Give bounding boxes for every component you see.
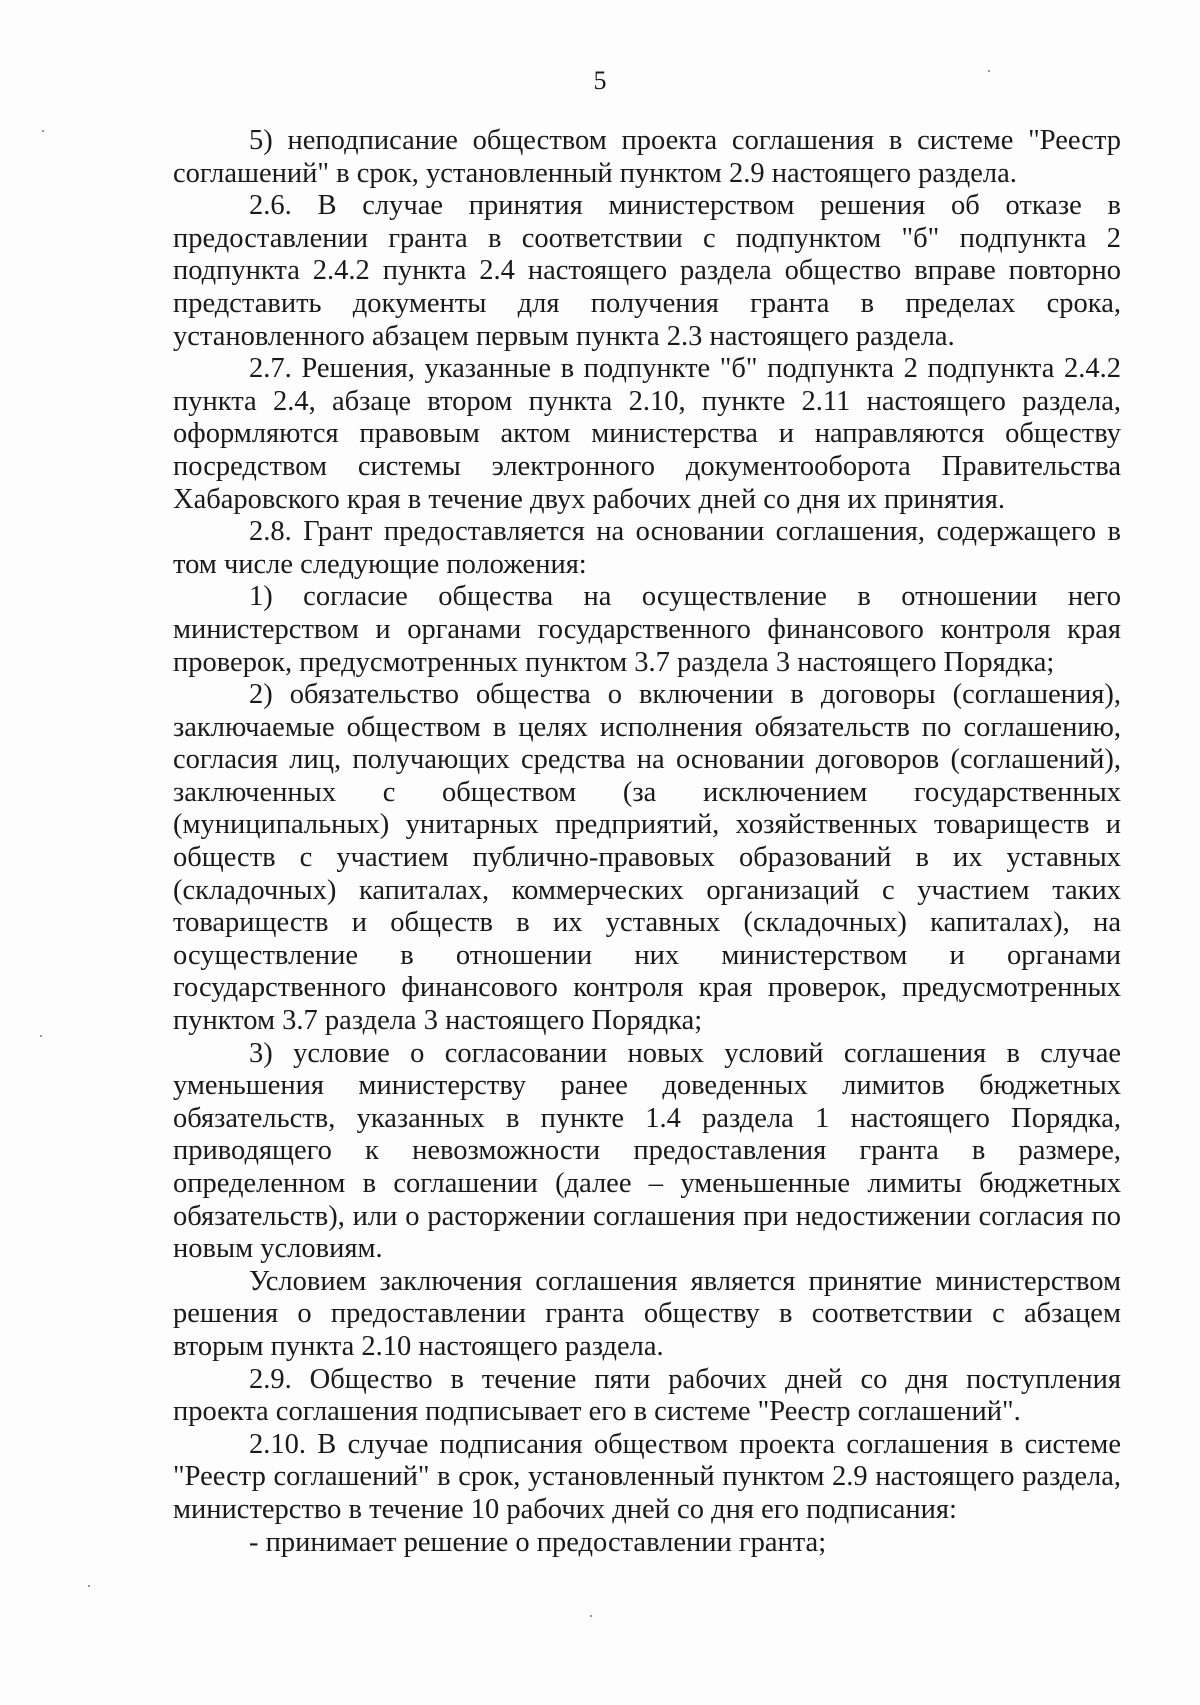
scan-speck (988, 70, 990, 72)
paragraph-2-7: 2.7. Решения, указанные в подпункте "б" подпункта 2 подпункта 2.4.2 пункта 2.4, абзаце втором пункта 2.10, пункте 2.11 настоящего раздела, оформляются правовым актом министерства и направляются обществу посредством системы электронного документооборота Правительства Хабаровского края в течение двух рабочих дней со дня их принятия. (173, 353, 1121, 515)
scan-speck (590, 1615, 592, 1617)
scan-speck (88, 1585, 90, 1587)
paragraph-2-6: 2.6. В случае принятия министерством решения об отказе в предоставлении гранта в соответствии с подпунктом "б" подпункта 2 подпункта 2.4.2 пункта 2.4 настоящего раздела общество вправе повторно представить документы для получения гранта в пределах срока, установленного абзацем первым пункта 2.3 настоящего раздела. (173, 190, 1121, 352)
paragraph-item-5-unsigned: 5) неподписание обществом проекта соглашения в системе "Реестр соглашений" в срок, установленный пунктом 2.9 настоящего раздела. (173, 125, 1121, 189)
paragraph-2-10: 2.10. В случае подписания обществом проекта соглашения в системе "Реестр соглашений" в срок, установленный пунктом 2.9 настоящего раздела, министерство в течение 10 рабочих дней со дня его подписания: (173, 1428, 1121, 1525)
paragraph-2-9: 2.9. Общество в течение пяти рабочих дней со дня поступления проекта соглашения подписывает его в системе "Реестр соглашений". (173, 1363, 1121, 1428)
paragraph-2-8-item-1: 1) согласие общества на осуществление в отношении него министерством и органами государственного финансового контроля края проверок, предусмотренных пунктом 3.7 раздела 3 настоящего Порядка; (173, 581, 1121, 678)
paragraph-2-8: 2.8. Грант предоставляется на основании соглашения, содержащего в том числе следующие положения: (173, 516, 1121, 580)
scan-speck (42, 130, 44, 132)
paragraph-2-10-bullet: - принимает решение о предоставлении гранта; (249, 1526, 827, 1558)
document-body (173, 125, 1121, 1559)
paragraph-2-8-item-2: 2) обязательство общества о включении в договоры (соглашения), заключаемые обществом в целях исполнения обязательств по соглашению, согласия лиц, получающих средства на основании договоров (соглашений), заключенных с обществом (за исключением государственных (муниципальных) унитарных предприятий, хозяйственных товариществ и обществ с участием публично-правовых образований в их уставных (складочных) капиталах, коммерческих организаций с участием таких товариществ и обществ в их уставных (складочных) капиталах), на осуществление в отношении них министерством и органами государственного финансового контроля края проверок, предусмотренных пунктом 3.7 раздела 3 настоящего Порядка; (173, 679, 1121, 1037)
scan-speck (40, 1035, 42, 1037)
paragraph-2-8-item-3: 3) условие о согласовании новых условий соглашения в случае уменьшения министерству ранее доведенных лимитов бюджетных обязательств, указанных в пункте 1.4 раздела 1 настоящего Порядка, приводящего к невозможности предоставления гранта в размере, определенном в соглашении (далее – уменьшенные лимиты бюджетных обязательств), или о расторжении соглашения при недостижении согласия по новым условиям. (173, 1037, 1121, 1265)
page-number: 5 (593, 66, 607, 95)
paragraph-agreement-condition: Условием заключения соглашения является принятие министерством решения о предоставлении гранта обществу в соответствии с абзацем вторым пункта 2.10 настоящего раздела. (173, 1265, 1121, 1362)
